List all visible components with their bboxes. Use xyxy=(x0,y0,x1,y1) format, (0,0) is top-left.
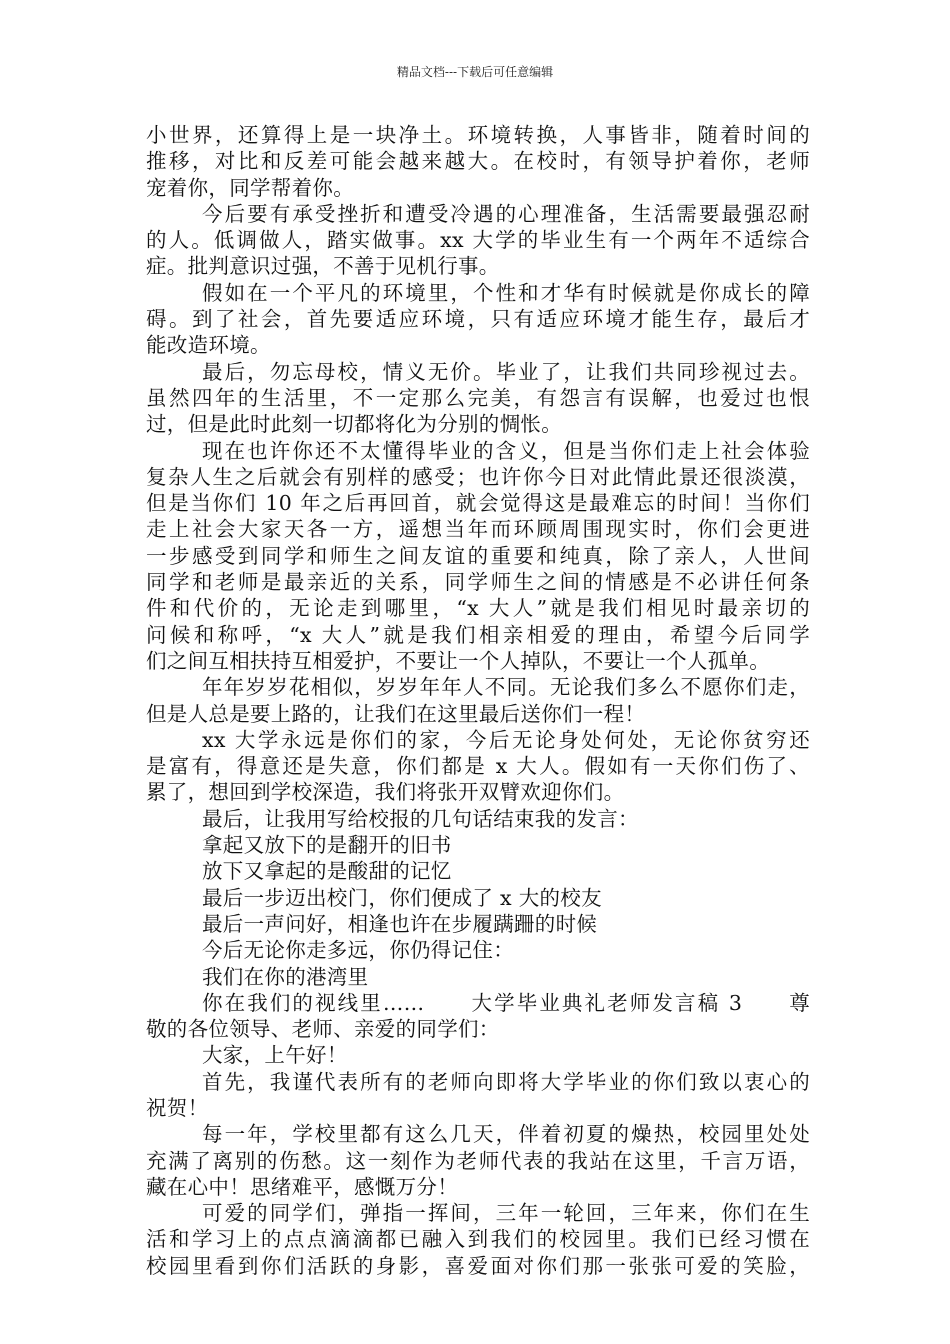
text-line: 可爱的同学们，弹指一挥间，三年一轮回，三年来，你们在生 xyxy=(202,1201,810,1226)
text-line: 小世界，还算得上是一块净土。环境转换，人事皆非，随着时间的 xyxy=(146,123,810,147)
text-line: 推移，对比和反差可能会越来越大。在校时，有领导护着你，老师 xyxy=(146,149,810,174)
text-line: 最后一声问好，相逢也许在步履蹒跚的时候 xyxy=(202,911,598,936)
text-line: 碍。到了社会，首先要适应环境，只有适应环境才能生存，最后才 xyxy=(146,307,810,332)
text-line: 过，但是此时此刻一切都将化为分别的惆怅。 xyxy=(146,412,562,437)
text-line: 放下又拿起的是酸甜的记忆 xyxy=(202,859,452,884)
text-line: 症。批判意识过强，不善于见机行事。 xyxy=(146,254,500,279)
text-line: xx 大学永远是你们的家，今后无论身处何处，无论你贫穷还 xyxy=(202,727,810,752)
text-line: 活和学习上的点点滴滴都已融入到我们的校园里。我们已经习惯在 xyxy=(146,1227,810,1252)
text-line: 首先，我谨代表所有的老师向即将大学毕业的你们致以衷心的 xyxy=(202,1069,810,1094)
text-line: 累了，想回到学校深造，我们将张开双臂欢迎你们。 xyxy=(146,780,625,805)
text-line: 年年岁岁花相似，岁岁年年人不同。无论我们多么不愿你们走， xyxy=(202,675,810,700)
text-line: 校园里看到你们活跃的身影，喜爱面对你们那一张张可爱的笑脸， xyxy=(146,1253,810,1278)
text-line: 最后，让我用写给校报的几句话结束我的发言： xyxy=(202,806,639,831)
text-line: 最后一步迈出校门，你们便成了 x 大的校友 xyxy=(202,885,602,910)
text-line: 你在我们的视线里…… 大学毕业典礼老师发言稿 3 尊 xyxy=(202,990,810,1015)
text-line: 现在也许你还不太懂得毕业的含义，但是当你们走上社会体验 xyxy=(202,438,810,463)
text-line: 大家，上午好！ xyxy=(202,1043,348,1068)
text-line: 宠着你，同学帮着你。 xyxy=(146,175,354,200)
text-line: 最后，勿忘母校，情义无价。毕业了，让我们共同珍视过去。 xyxy=(202,359,810,384)
text-line: 充满了离别的伤愁。这一刻作为老师代表的我站在这里，千言万语， xyxy=(146,1148,810,1173)
text-line: 一步感受到同学和师生之间友谊的重要和纯真，除了亲人，人世间 xyxy=(146,543,810,568)
text-line: 假如在一个平凡的环境里，个性和才华有时候就是你成长的障 xyxy=(202,280,810,305)
text-line: 每一年，学校里都有这么几天，伴着初夏的燥热，校园里处处 xyxy=(202,1122,810,1147)
text-line: 但是人总是要上路的，让我们在这里最后送你们一程！ xyxy=(146,701,646,726)
text-line: 敬的各位领导、老师、亲爱的同学们： xyxy=(146,1017,500,1042)
text-line: 走上社会大家天各一方，遥想当年而环顾周围现实时，你们会更进 xyxy=(146,517,810,542)
text-line: 虽然四年的生活里，不一定那么完美，有怨言有误解，也爱过也恨 xyxy=(146,385,810,410)
text-line: 能改造环境。 xyxy=(146,333,271,358)
text-line: 我们在你的港湾里 xyxy=(202,964,369,989)
text-line: 今后无论你走多远，你仍得记住： xyxy=(202,938,514,963)
text-line: 同学和老师是最亲近的关系，同学师生之间的情感是不必讲任何条 xyxy=(146,570,810,595)
text-line: 复杂人生之后就会有别样的感受；也许你今日对此情此景还很淡漠， xyxy=(146,464,810,489)
text-line: 藏在心中！思绪难平，感慨万分！ xyxy=(146,1174,458,1199)
text-line: 的人。低调做人，踏实做事。xx 大学的毕业生有一个两年不适综合 xyxy=(146,228,810,253)
text-line: 祝贺！ xyxy=(146,1095,209,1120)
document-body xyxy=(146,122,810,1279)
text-line: 是富有，得意还是失意，你们都是 x 大人。假如有一天你们伤了、 xyxy=(146,754,810,779)
text-line: 今后要有承受挫折和遭受冷遇的心理准备，生活需要最强忍耐 xyxy=(202,201,810,226)
text-line: 件和代价的，无论走到哪里，“x 大人”就是我们相见时最亲切的 xyxy=(146,596,810,621)
text-line: 但是当你们 10 年之后再回首，就会觉得这是最难忘的时间！当你们 xyxy=(146,491,810,516)
text-line: 们之间互相扶持互相爱护，不要让一个人掉队，不要让一个人孤单。 xyxy=(146,648,770,673)
page-header: 精品文档---下载后可任意编辑 xyxy=(396,65,554,79)
text-line: 问候和称呼，“x 大人”就是我们相亲相爱的理由，希望今后同学 xyxy=(146,622,810,647)
text-line: 拿起又放下的是翻开的旧书 xyxy=(202,833,452,858)
